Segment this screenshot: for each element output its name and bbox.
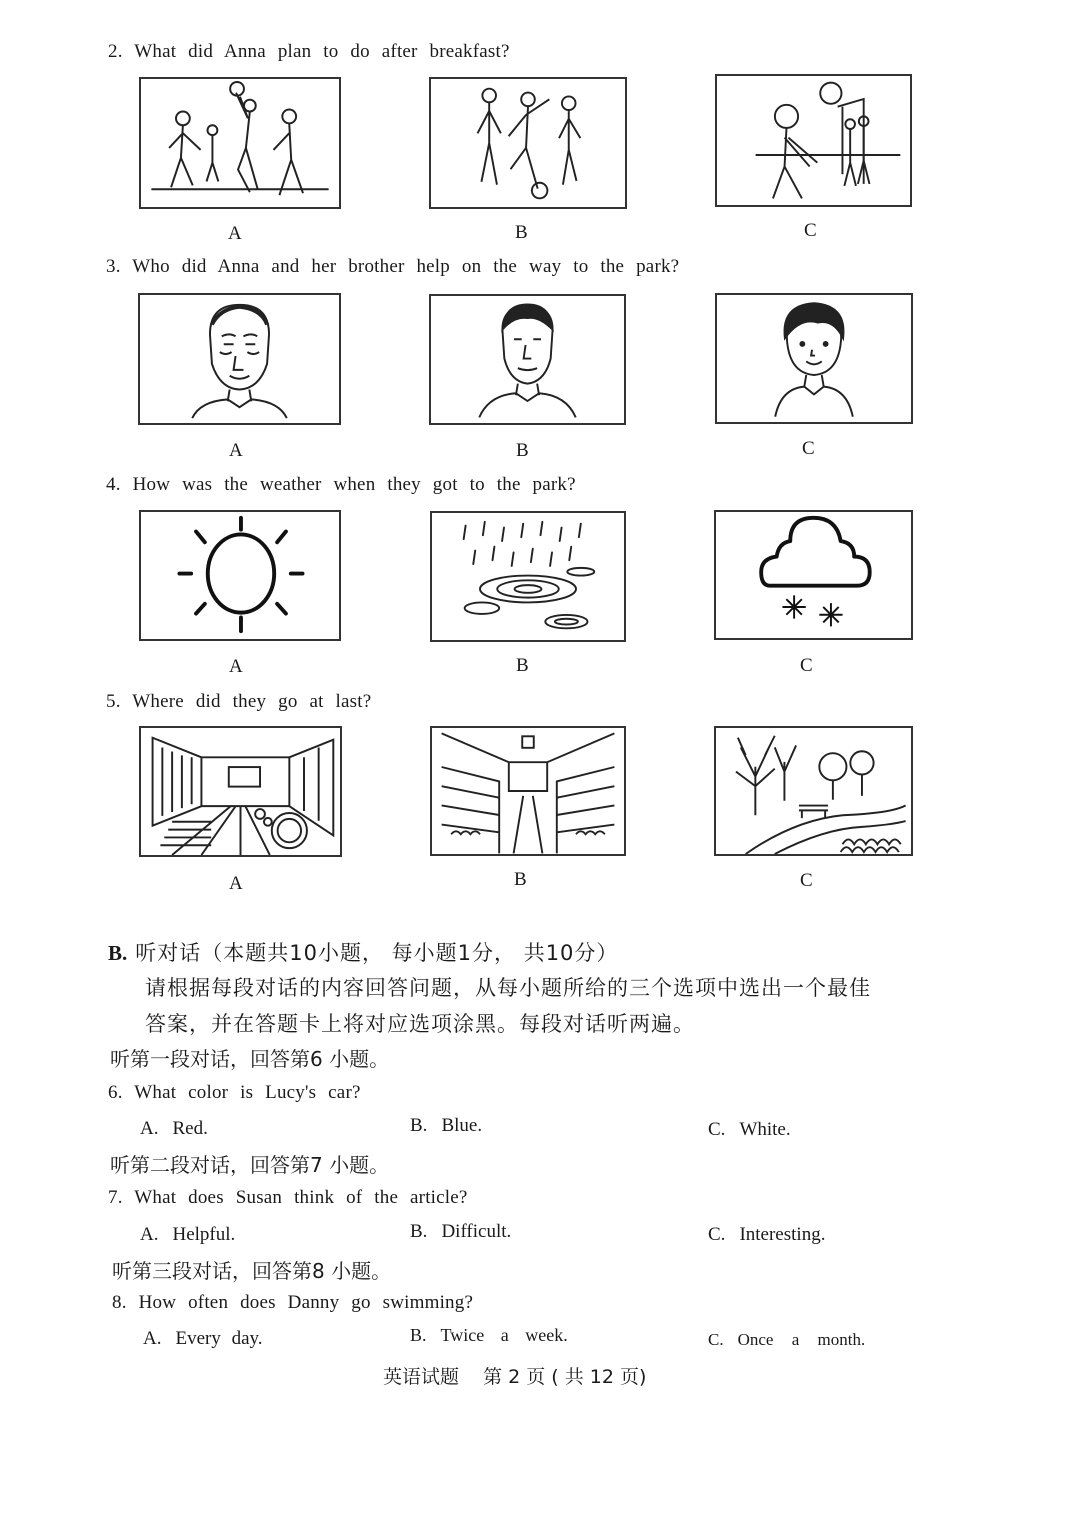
rainy-icon bbox=[432, 513, 624, 640]
dialogue-intro: 听第二段对话，回答第7 小题。 bbox=[110, 1153, 390, 1177]
picture-option-3b bbox=[429, 294, 626, 425]
question-number: 8. bbox=[112, 1292, 127, 1313]
picture-option-2c bbox=[715, 74, 912, 207]
question-4 bbox=[106, 474, 576, 496]
question-text: What did Anna plan to do after breakfast? bbox=[134, 41, 510, 62]
dialogue-intro: 听第三段对话，回答第8 小题。 bbox=[112, 1259, 392, 1283]
answer-option-6a[interactable]: A. Red. bbox=[140, 1118, 208, 1139]
answer-option-8a[interactable]: A. Every day. bbox=[143, 1328, 263, 1349]
young-man-portrait-icon bbox=[431, 296, 624, 423]
section-title: 听对话（本题共10小题， 每小题1分， 共10分） bbox=[135, 941, 619, 965]
answer-option-6c[interactable]: C. White. bbox=[708, 1119, 791, 1140]
question-text: What color is Lucy's car? bbox=[134, 1082, 361, 1103]
option-label: C bbox=[800, 655, 813, 676]
exam-subject: 英语试题 bbox=[383, 1366, 460, 1388]
picture-option-3a bbox=[138, 293, 341, 425]
answer-option-6b[interactable]: B. Blue. bbox=[410, 1115, 483, 1136]
page-number: 第 2 页 ( 共 12 页) bbox=[483, 1366, 647, 1388]
question-number: 2. bbox=[108, 41, 123, 62]
option-label: A bbox=[229, 656, 243, 677]
option-label: C bbox=[800, 870, 813, 891]
old-man-portrait-icon bbox=[140, 295, 339, 423]
answer-option-7c[interactable]: C. Interesting. bbox=[708, 1224, 826, 1245]
answer-option-7a[interactable]: A. Helpful. bbox=[140, 1224, 236, 1245]
question-number: 4. bbox=[106, 474, 121, 495]
question-text: How was the weather when they got to the park? bbox=[132, 474, 576, 495]
question-text: What does Susan think of the article? bbox=[134, 1187, 468, 1208]
picture-option-2b bbox=[429, 77, 627, 209]
page-footer bbox=[383, 1362, 646, 1389]
option-label: A bbox=[229, 873, 243, 894]
picture-option-4c bbox=[714, 510, 913, 640]
boy-portrait-icon bbox=[717, 295, 911, 422]
question-text: Where did they go at last? bbox=[132, 691, 372, 712]
answer-option-8c[interactable]: C. Once a month. bbox=[708, 1330, 866, 1349]
question-text: How often does Danny go swimming? bbox=[138, 1292, 474, 1313]
question-8 bbox=[112, 1292, 473, 1314]
picture-option-5a bbox=[139, 726, 342, 857]
option-label: B bbox=[514, 869, 527, 890]
picture-option-5c bbox=[714, 726, 913, 856]
option-label: B bbox=[516, 655, 529, 676]
picture-option-2a bbox=[139, 77, 341, 209]
gym-icon bbox=[141, 728, 340, 855]
answer-option-7b[interactable]: B. Difficult. bbox=[410, 1221, 512, 1242]
section-b-heading bbox=[108, 937, 618, 967]
picture-option-3c bbox=[715, 293, 913, 424]
answer-option-8b[interactable]: B. Twice a week. bbox=[410, 1325, 568, 1345]
picture-option-4a bbox=[139, 510, 341, 641]
question-number: 6. bbox=[108, 1082, 123, 1103]
option-label: C bbox=[804, 220, 817, 241]
section-instruction-line-2: 答案，并在答题卡上将对应选项涂黑。每段对话听两遍。 bbox=[145, 1012, 695, 1036]
snowflake-icon bbox=[782, 595, 842, 626]
soccer-players-icon bbox=[431, 79, 625, 207]
question-5 bbox=[106, 691, 371, 713]
dialogue-intro: 听第一段对话，回答第6 小题。 bbox=[110, 1047, 390, 1071]
question-number: 7. bbox=[108, 1187, 123, 1208]
sunny-icon bbox=[141, 512, 339, 639]
option-label: B bbox=[515, 222, 528, 243]
question-7 bbox=[108, 1187, 468, 1209]
question-2 bbox=[108, 41, 510, 63]
question-number: 5. bbox=[106, 691, 121, 712]
section-instruction-line-1: 请根据每段对话的内容回答问题，从每小题所给的三个选项中选出一个最佳 bbox=[145, 976, 871, 1000]
question-3 bbox=[106, 256, 679, 278]
section-letter: B. bbox=[108, 941, 128, 965]
option-label: B bbox=[516, 440, 529, 461]
picture-option-5b bbox=[430, 726, 626, 856]
question-text: Who did Anna and her brother help on the way to the park? bbox=[132, 256, 680, 277]
basketball-players-icon bbox=[141, 79, 339, 207]
option-label: C bbox=[802, 438, 815, 459]
question-number: 3. bbox=[106, 256, 121, 277]
park-icon bbox=[716, 728, 911, 854]
picture-option-4b bbox=[430, 511, 626, 642]
volleyball-player-icon bbox=[717, 76, 910, 205]
option-label: A bbox=[229, 440, 243, 461]
option-label: A bbox=[228, 223, 242, 244]
snowy-icon bbox=[716, 512, 911, 638]
supermarket-icon bbox=[432, 728, 624, 854]
question-6 bbox=[108, 1082, 361, 1104]
